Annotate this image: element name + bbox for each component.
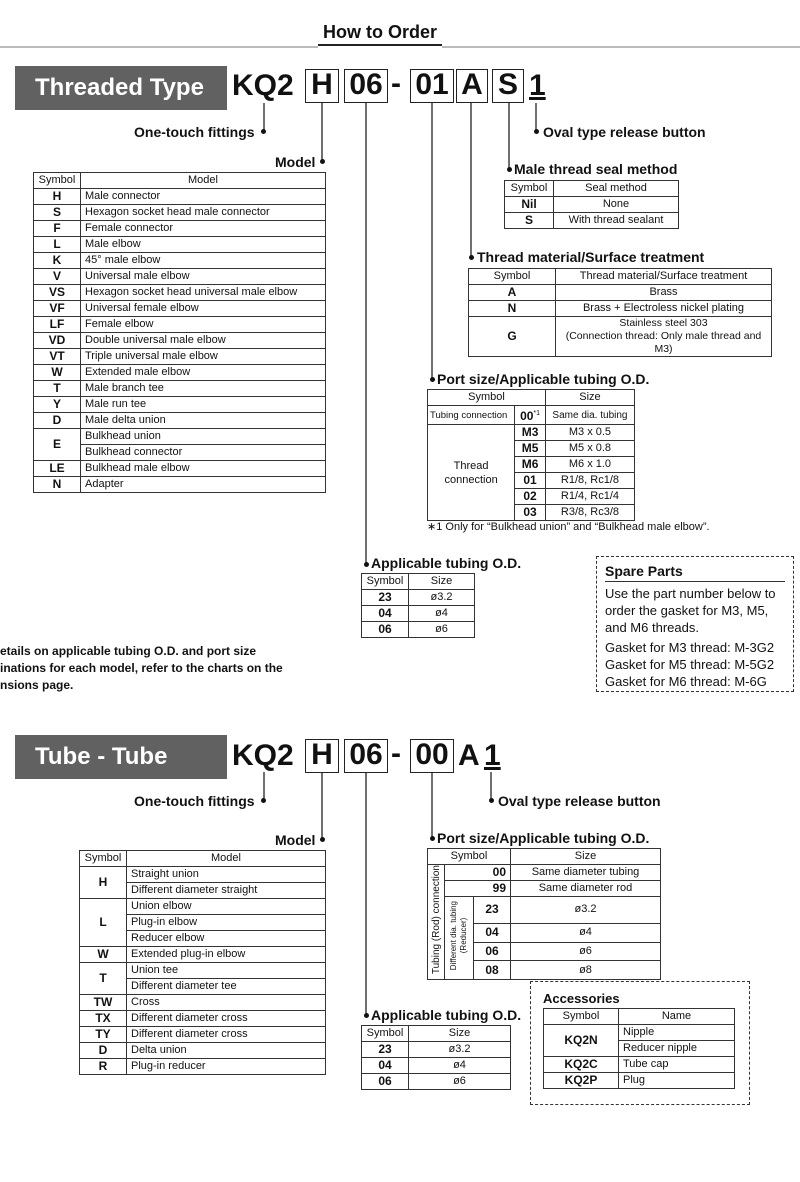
table-row: TW Cross [80, 995, 326, 1011]
accessories-title: Accessories [543, 991, 620, 1006]
table-row: Tubing (Rod) connection 00 Same diameter tubing [428, 865, 661, 881]
seal-method-table [504, 180, 679, 229]
oval-release-label: Oval type release button [543, 124, 706, 140]
table-header: Symbol [362, 574, 409, 590]
table-header: Size [545, 390, 634, 406]
table-header: Symbol [362, 1026, 409, 1042]
accessories-box [530, 981, 750, 1105]
table-header: Symbol [469, 269, 556, 285]
table-header: Symbol [428, 849, 511, 865]
table-row: D Delta union [80, 1043, 326, 1059]
spare-parts-title: Spare Parts [605, 563, 683, 579]
table-header: Size [409, 1026, 511, 1042]
bullet-icon [261, 129, 266, 134]
table-row: H Male connector [34, 189, 326, 205]
table-row: S With thread sealant [505, 213, 679, 229]
model-label: Model [275, 154, 316, 170]
table-row: 06 ø6 [362, 622, 475, 638]
spare-parts-text: Use the part number below to order the gasket for M3, M5, and M6 threads. Gasket for M3 thread: M-3G2 Gasket for M5 thread: M-5G2 Gasket for M6 thread: M-6G [605, 586, 776, 689]
bullet-icon [489, 798, 494, 803]
tube-applicable-tubing-table [361, 1025, 511, 1090]
table-row: VT Triple universal male elbow [34, 349, 326, 365]
table-row: KQ2P Plug [544, 1073, 735, 1089]
bullet-icon [364, 1013, 369, 1018]
table-header: Size [409, 574, 475, 590]
table-row: Reducer elbow [80, 931, 326, 947]
table-header: Seal method [554, 181, 679, 197]
threaded-code-tubing: 06 [344, 69, 388, 103]
table-header: Model [81, 173, 326, 189]
threaded-type-banner: Threaded Type [15, 66, 227, 110]
table-row: V Universal male elbow [34, 269, 326, 285]
table-row: LF Female elbow [34, 317, 326, 333]
thread-material-table [468, 268, 772, 357]
details-note: etails on applicable tubing O.D. and port size inations for each model, refer to the charts on the nsions page. [0, 644, 283, 692]
table-row: 23 ø3.2 [362, 590, 475, 606]
page-title: How to Order [322, 22, 437, 42]
bullet-icon [430, 836, 435, 841]
table-header: Size [511, 849, 661, 865]
threaded-code-release: 1 [529, 69, 546, 102]
table-row: T Union tee [80, 963, 326, 979]
bullet-icon [364, 562, 369, 567]
applicable-tubing-table [361, 573, 475, 638]
table-row: 03 R3/8, Rc3/8 [428, 505, 635, 521]
table-header: Name [619, 1009, 735, 1025]
table-row: VD Double universal male elbow [34, 333, 326, 349]
table-row: 99 Same diameter rod [428, 881, 661, 897]
tube-code-prefix: KQ2 [232, 739, 294, 772]
table-row: 04 ø4 [362, 1058, 511, 1074]
threaded-code-dash: - [391, 67, 401, 100]
port-size-label: Port size/Applicable tubing O.D. [437, 830, 650, 846]
oval-release-label: Oval type release button [498, 793, 661, 809]
table-row: H Straight union [80, 867, 326, 883]
table-row: Different diameter straight [80, 883, 326, 899]
spare-parts-box [596, 556, 794, 692]
table-row: 06 ø6 [428, 942, 661, 961]
bullet-icon [469, 255, 474, 260]
table-row: K 45° male elbow [34, 253, 326, 269]
table-row: KQ2N Nipple [544, 1025, 735, 1041]
table-row: Nil None [505, 197, 679, 213]
threaded-code-port: 01 [410, 69, 454, 103]
table-row: M5 M5 x 0.8 [428, 441, 635, 457]
table-row: F Female connector [34, 221, 326, 237]
table-header: Thread material/Surface treatment [556, 269, 772, 285]
table-header: Symbol [428, 390, 546, 406]
table-header: Symbol [544, 1009, 619, 1025]
tube-port-size-table [427, 848, 661, 980]
table-row: Different diameter tee [80, 979, 326, 995]
table-row: Different dia. tubing (Reducer) 23 ø3.2 [428, 897, 661, 924]
tube-model-table [79, 850, 326, 1075]
table-row: 04 ø4 [428, 923, 661, 942]
table-row: 08 ø8 [428, 961, 661, 980]
tube-type-banner: Tube - Tube Type [15, 735, 227, 779]
model-label: Model [275, 832, 316, 848]
tube-code-port: 00 [410, 739, 454, 773]
table-row: LE Bulkhead male elbow [34, 461, 326, 477]
tube-code-release: 1 [484, 739, 501, 772]
table-row: 06 ø6 [362, 1074, 511, 1090]
table-row: Plug-in elbow [80, 915, 326, 931]
table-row: 23 ø3.2 [362, 1042, 511, 1058]
table-row: Tubing connection 00$^{*1}$ Same dia. tubing [428, 406, 635, 425]
table-row: VF Universal female elbow [34, 301, 326, 317]
one-touch-fittings-label: One-touch fittings [134, 124, 255, 140]
table-row: L Male elbow [34, 237, 326, 253]
port-size-label: Port size/Applicable tubing O.D. [437, 371, 650, 387]
bullet-icon [320, 159, 325, 164]
bullet-icon [430, 377, 435, 382]
one-touch-fittings-label: One-touch fittings [134, 793, 255, 809]
table-row: W Extended male elbow [34, 365, 326, 381]
port-footnote: ∗1 Only for “Bulkhead union” and “Bulkhead male elbow”. [427, 521, 710, 533]
table-row: VS Hexagon socket head universal male elbow [34, 285, 326, 301]
applicable-tubing-label: Applicable tubing O.D. [371, 555, 522, 571]
table-row: N Brass + Electroless nickel plating [469, 301, 772, 317]
thread-material-label: Thread material/Surface treatment [477, 249, 705, 265]
tube-code-material: A [458, 739, 480, 772]
table-row: 01 R1/8, Rc1/8 [428, 473, 635, 489]
table-row: R Plug-in reducer [80, 1059, 326, 1075]
threaded-code-seal: S [492, 69, 524, 103]
table-row: Thread connection M3 M3 x 0.5 [428, 425, 635, 441]
bullet-icon [534, 129, 539, 134]
table-row: Reducer nipple [544, 1041, 735, 1057]
table-row: KQ2C Tube cap [544, 1057, 735, 1073]
threaded-code-prefix: KQ2 [232, 69, 294, 102]
threaded-code-model: H [305, 69, 339, 103]
table-row: L Union elbow [80, 899, 326, 915]
table-row: T Male branch tee [34, 381, 326, 397]
table-row: TX Different diameter cross [80, 1011, 326, 1027]
table-row: W Extended plug-in elbow [80, 947, 326, 963]
table-row: 02 R1/4, Rc1/4 [428, 489, 635, 505]
table-row: S Hexagon socket head male connector [34, 205, 326, 221]
port-size-table [427, 389, 635, 521]
tube-code-tubing: 06 [344, 739, 388, 773]
table-header: Symbol [505, 181, 554, 197]
table-row: 04 ø4 [362, 606, 475, 622]
bullet-icon [261, 798, 266, 803]
table-row: TY Different diameter cross [80, 1027, 326, 1043]
applicable-tubing-label: Applicable tubing O.D. [371, 1007, 522, 1023]
table-row: D Male delta union [34, 413, 326, 429]
threaded-model-table [33, 172, 326, 493]
threaded-code-material: A [456, 69, 488, 103]
table-row: E Bulkhead union [34, 429, 326, 445]
table-row: A Brass [469, 285, 772, 301]
tube-code-model: H [305, 739, 339, 773]
bullet-icon [507, 167, 512, 172]
table-row: N Adapter [34, 477, 326, 493]
bullet-icon [320, 837, 325, 842]
table-row: M6 M6 x 1.0 [428, 457, 635, 473]
table-row: G Stainless steel 303 (Connection thread: Only male thread and M3) [469, 317, 772, 357]
table-row: Y Male run tee [34, 397, 326, 413]
table-row: Bulkhead connector [34, 445, 326, 461]
table-header: Symbol [80, 851, 127, 867]
accessories-table [543, 1008, 735, 1089]
tube-code-dash: - [391, 737, 401, 770]
seal-method-label: Male thread seal method [514, 161, 678, 177]
table-header: Symbol [34, 173, 81, 189]
table-header: Model [127, 851, 326, 867]
